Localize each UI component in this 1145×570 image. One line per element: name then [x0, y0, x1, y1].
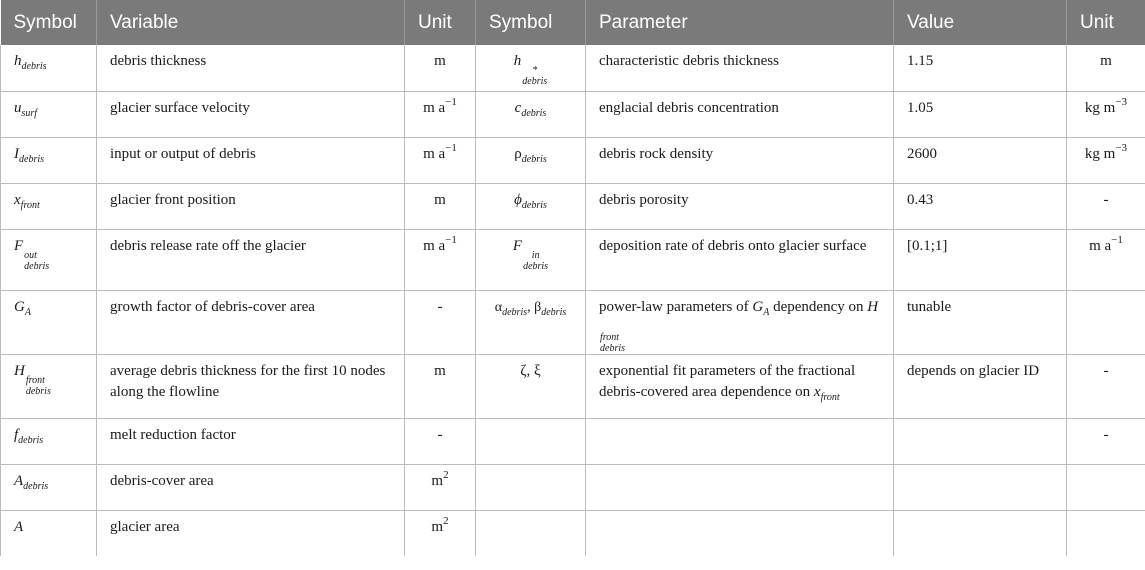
- parameter-symbol: [476, 464, 586, 510]
- parameter-description: power-law parameters of $G_A$ dependency on H front debris: [586, 290, 894, 354]
- parameter-value: [894, 464, 1067, 510]
- header-row: [1, 0, 1145, 45]
- parameter-value: depends on glacier ID: [894, 354, 1067, 418]
- variable-symbol: $f_{debris}$: [1, 418, 97, 464]
- parameter-description: [586, 464, 894, 510]
- parameter-value: 1.05: [894, 91, 1067, 137]
- table-row: [1, 45, 1145, 91]
- table-row: [1, 229, 1145, 290]
- variable-unit: m: [405, 45, 476, 91]
- parameter-unit: -: [1067, 418, 1145, 464]
- parameter-symbol: ζ, ξ: [476, 354, 586, 418]
- parameter-symbol: F in debris: [476, 229, 586, 290]
- header-unit: Unit: [405, 0, 476, 45]
- parameter-unit: -: [1067, 183, 1145, 229]
- variable-description: debris thickness: [97, 45, 405, 91]
- variable-unit: $m^2$: [405, 464, 476, 510]
- variable-description: input or output of debris: [97, 137, 405, 183]
- parameter-description: deposition rate of debris onto glacier surface: [586, 229, 894, 290]
- variable-unit: m $a^{-1}$: [405, 91, 476, 137]
- variable-description: debris-cover area: [97, 464, 405, 510]
- parameter-value: [894, 510, 1067, 556]
- variable-symbol: $x_{front}$: [1, 183, 97, 229]
- parameter-description: debris rock density: [586, 137, 894, 183]
- parameter-description: [586, 418, 894, 464]
- variable-symbol: $h_{debris}$: [1, 45, 97, 91]
- variable-description: melt reduction factor: [97, 418, 405, 464]
- variable-description: average debris thickness for the first 10 nodes along the flowline: [97, 354, 405, 418]
- variable-unit: -: [405, 290, 476, 354]
- parameter-unit: kg $m^{-3}$: [1067, 137, 1145, 183]
- header-symbol-param: Symbol: [476, 0, 586, 45]
- variable-unit: m $a^{-1}$: [405, 229, 476, 290]
- parameter-symbol: $c_{debris}$: [476, 91, 586, 137]
- parameter-unit: m $a^{-1}$: [1067, 229, 1145, 290]
- parameter-value: 1.15: [894, 45, 1067, 91]
- header-symbol: Symbol: [1, 0, 97, 45]
- parameter-value: 0.43: [894, 183, 1067, 229]
- variable-unit: m: [405, 354, 476, 418]
- variable-unit: m: [405, 183, 476, 229]
- parameter-value: [894, 418, 1067, 464]
- variable-description: glacier surface velocity: [97, 91, 405, 137]
- table-row: [1, 137, 1145, 183]
- parameter-unit: m: [1067, 45, 1145, 91]
- table-row: [1, 510, 1145, 556]
- variable-symbol: $I_{debris}$: [1, 137, 97, 183]
- table-row: [1, 290, 1145, 354]
- variable-symbol: $A_{debris}$: [1, 464, 97, 510]
- table-row: [1, 418, 1145, 464]
- parameter-symbol: [476, 418, 586, 464]
- parameter-symbol: [476, 510, 586, 556]
- table-row: [1, 464, 1145, 510]
- variable-symbol: A: [1, 510, 97, 556]
- variable-unit: $m^2$: [405, 510, 476, 556]
- parameter-symbol: $\alpha_{debris}$, $\beta_{debris}$: [476, 290, 586, 354]
- parameter-value: [0.1;1]: [894, 229, 1067, 290]
- parameter-value: 2600: [894, 137, 1067, 183]
- parameter-symbol: $\phi_{debris}$: [476, 183, 586, 229]
- parameter-symbol: $\rho_{debris}$: [476, 137, 586, 183]
- variable-description: debris release rate off the glacier: [97, 229, 405, 290]
- parameter-unit: kg $m^{-3}$: [1067, 91, 1145, 137]
- header-unit-param: Unit: [1067, 0, 1145, 45]
- table-row: [1, 91, 1145, 137]
- parameter-unit: [1067, 464, 1145, 510]
- parameter-symbol: h * debris: [476, 45, 586, 91]
- variable-description: glacier area: [97, 510, 405, 556]
- variable-symbol: $u_{surf}$: [1, 91, 97, 137]
- parameter-description: englacial debris concentration: [586, 91, 894, 137]
- parameter-description: characteristic debris thickness: [586, 45, 894, 91]
- variable-symbol: $G_A$: [1, 290, 97, 354]
- table-row: [1, 354, 1145, 418]
- parameter-description: [586, 510, 894, 556]
- parameter-unit: -: [1067, 354, 1145, 418]
- header-variable: Variable: [97, 0, 405, 45]
- header-parameter: Parameter: [586, 0, 894, 45]
- variable-symbol: F out debris: [1, 229, 97, 290]
- parameter-unit: [1067, 290, 1145, 354]
- parameter-value: tunable: [894, 290, 1067, 354]
- parameter-description: debris porosity: [586, 183, 894, 229]
- parameter-description: exponential fit parameters of the fractional debris-covered area dependence on $x_{front}$: [586, 354, 894, 418]
- variable-description: growth factor of debris-cover area: [97, 290, 405, 354]
- variable-unit: -: [405, 418, 476, 464]
- variable-symbol: H front debris: [1, 354, 97, 418]
- parameter-unit: [1067, 510, 1145, 556]
- table-row: [1, 183, 1145, 229]
- variable-description: glacier front position: [97, 183, 405, 229]
- variable-unit: m $a^{-1}$: [405, 137, 476, 183]
- header-value: Value: [894, 0, 1067, 45]
